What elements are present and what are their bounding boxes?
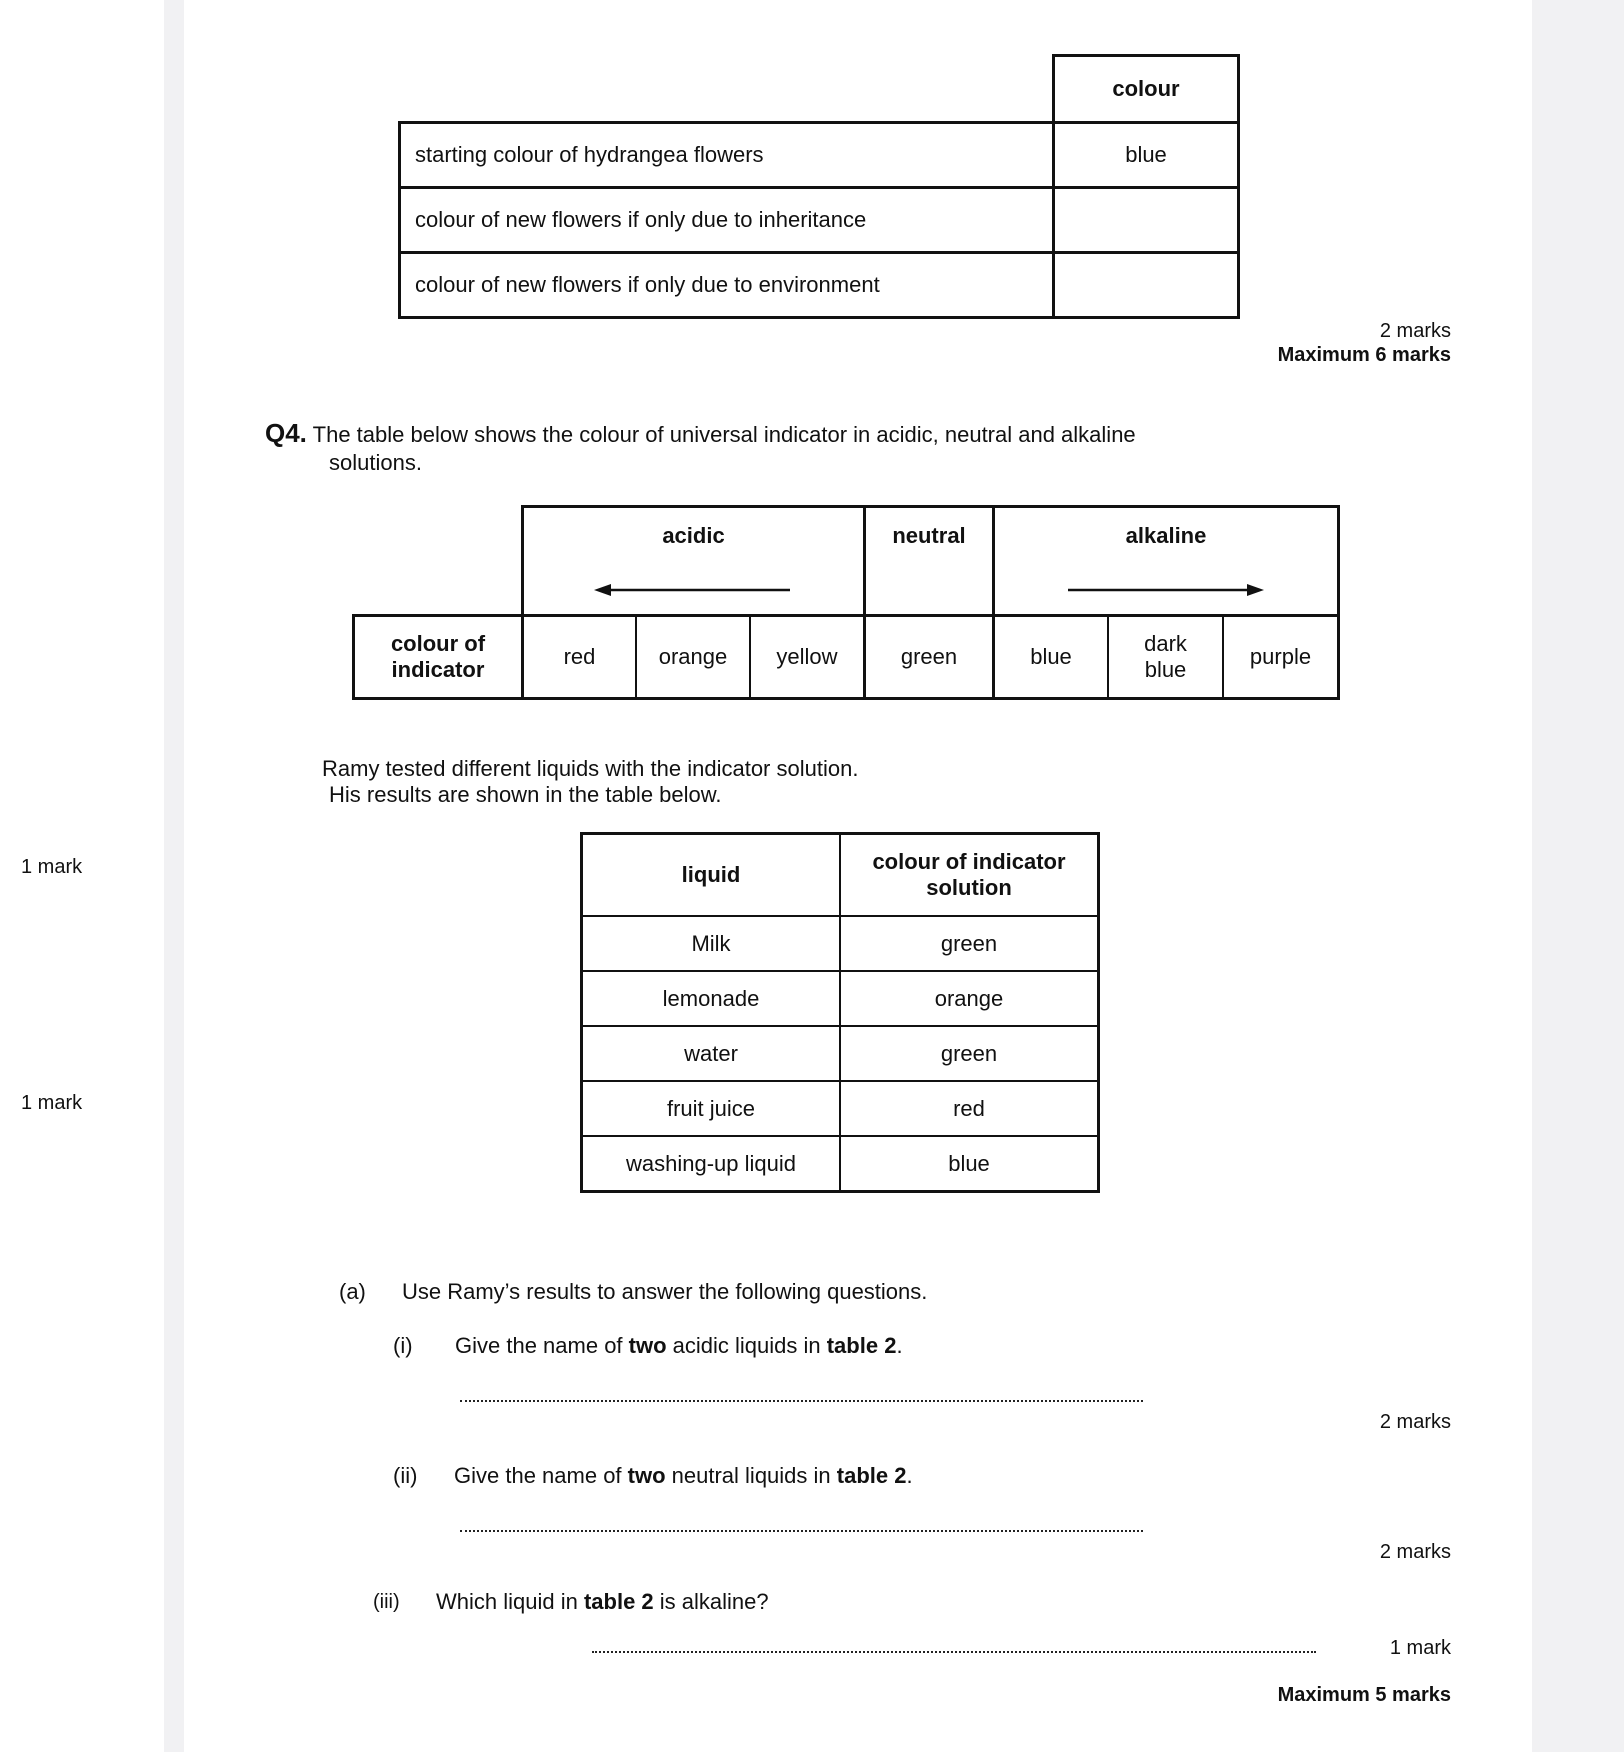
- table-row: [582, 971, 1099, 1026]
- acidic-label: acidic: [662, 523, 725, 548]
- table1-header: colour: [1052, 54, 1240, 124]
- header-colour-text: colour of indicator solution: [872, 849, 1066, 900]
- table1-marks: 2 marks: [1379, 320, 1451, 342]
- liquid-cell: lemonade: [582, 971, 841, 1026]
- answer-line-ii[interactable]: [460, 1530, 1143, 1532]
- right-arrow-icon: [1247, 584, 1264, 596]
- text-span: acidic liquids in: [666, 1333, 827, 1358]
- row-label-line1: colour of: [390, 631, 486, 656]
- question-number: Q4.: [265, 418, 307, 448]
- indicator-arrows: [0, 0, 1624, 700]
- q4-intro-line2: solutions.: [329, 450, 422, 475]
- bold-span: table 2: [583, 1589, 654, 1614]
- text-span: Which liquid in: [436, 1589, 584, 1614]
- table1-row-value: blue: [1052, 121, 1240, 189]
- alkaline-label: alkaline: [1125, 523, 1207, 548]
- part-ii-label: (ii): [393, 1463, 418, 1488]
- bold-span: table 2: [826, 1333, 897, 1358]
- text-span: .: [906, 1463, 913, 1488]
- colour-cell: blue: [840, 1136, 1099, 1192]
- part-ii-question: [454, 1463, 913, 1489]
- text-span: Give the name of: [454, 1463, 628, 1488]
- bold-span: two: [627, 1463, 666, 1488]
- answer-line-i[interactable]: [460, 1400, 1143, 1402]
- part-i-label: (i): [393, 1333, 413, 1358]
- header-colour: [840, 834, 1099, 917]
- q4-intro-line1: The table below shows the colour of universal indicator in acidic, neutral and alkaline: [312, 422, 1136, 447]
- colour-cell: green: [840, 916, 1099, 971]
- indicator-colour-cell: yellow: [776, 644, 838, 669]
- colour-cell: orange: [840, 971, 1099, 1026]
- row-label-line2: indicator: [391, 657, 485, 682]
- side-mark-2: 1 mark: [21, 1092, 83, 1114]
- part-ii-marks: 2 marks: [1379, 1541, 1451, 1563]
- indicator-row-label: [352, 614, 524, 700]
- neutral-label: neutral: [892, 523, 966, 548]
- colour-cell: red: [840, 1081, 1099, 1136]
- part-a-text: Use Ramy’s results to answer the following questions.: [402, 1279, 928, 1304]
- dark-blue-label: dark blue: [1144, 631, 1187, 682]
- para-line2: His results are shown in the table below.: [329, 782, 722, 807]
- text-span: Give the name of: [455, 1333, 629, 1358]
- part-i-question: [455, 1333, 903, 1359]
- para-line1: Ramy tested different liquids with the indicator solution.: [322, 756, 859, 781]
- table1-row-label: colour of new flowers if only due to inheritance: [398, 186, 1055, 254]
- answer-line-iii[interactable]: [592, 1651, 1316, 1653]
- indicator-colour-cell: blue: [1030, 644, 1072, 669]
- side-mark-1: 1 mark: [21, 856, 83, 878]
- liquid-cell: Milk: [582, 916, 841, 971]
- table-row: [582, 1081, 1099, 1136]
- part-i-marks: 2 marks: [1379, 1411, 1451, 1433]
- table1-row-label: colour of new flowers if only due to environment: [398, 251, 1055, 319]
- text-span: is alkaline?: [653, 1589, 769, 1614]
- bold-span: table 2: [836, 1463, 907, 1488]
- part-iii-marks: 1 mark: [1389, 1637, 1451, 1659]
- liquid-cell: washing-up liquid: [582, 1136, 841, 1192]
- left-arrow-icon: [594, 584, 611, 596]
- table1-maximum: Maximum 6 marks: [1277, 344, 1451, 366]
- indicator-colour-cell: green: [900, 644, 958, 669]
- indicator-colour-cell: red: [563, 644, 596, 669]
- table1-row-label: starting colour of hydrangea flowers: [398, 121, 1055, 189]
- q4-maximum: Maximum 5 marks: [1277, 1684, 1451, 1706]
- header-liquid: liquid: [582, 834, 841, 917]
- indicator-colour-cell: purple: [1249, 644, 1312, 669]
- text-span: .: [896, 1333, 903, 1358]
- bold-span: two: [628, 1333, 667, 1358]
- text-span: neutral liquids in: [665, 1463, 837, 1488]
- results-header-row: [582, 834, 1099, 917]
- liquid-cell: water: [582, 1026, 841, 1081]
- indicator-colour-cell: orange: [658, 644, 728, 669]
- colour-cell: green: [840, 1026, 1099, 1081]
- indicator-colour-cell: [1109, 614, 1222, 700]
- table-row: [582, 1026, 1099, 1081]
- results-table: [580, 832, 1100, 1193]
- table-row: [582, 916, 1099, 971]
- table-row: [582, 1136, 1099, 1192]
- part-iii-label: (iii): [373, 1591, 400, 1613]
- liquid-cell: fruit juice: [582, 1081, 841, 1136]
- part-a-label: (a): [339, 1279, 366, 1304]
- part-iii-question: [436, 1589, 769, 1615]
